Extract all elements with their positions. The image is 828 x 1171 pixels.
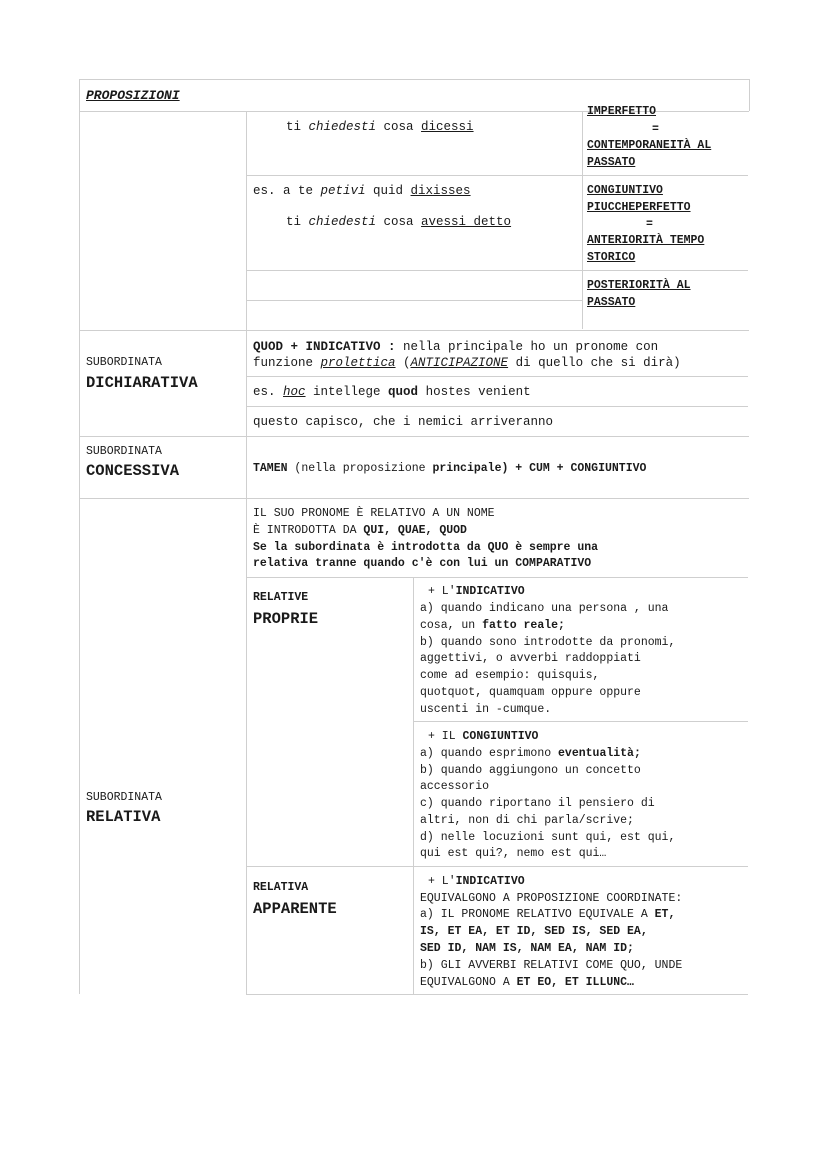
grid-line: [79, 79, 749, 80]
list-item: quotquot, quamquam oppure oppure: [420, 686, 641, 699]
tense-piuccheperfetto: PIUCCHEPERFETTO: [587, 201, 691, 214]
tempi-row-2-translation: ti chiedesti cosa avessi detto: [286, 215, 512, 229]
list-item: EQUIVALGONO A ET EO, ET ILLUNC…: [420, 976, 634, 989]
list-item: altri, non di chi parla/scrive;: [420, 814, 634, 827]
list-item: d) nelle locuzioni sunt qui, est qui,: [420, 831, 676, 844]
grid-line: [246, 577, 748, 578]
relativa-label: RELATIVA: [86, 808, 161, 826]
proprie-label: PROPRIE: [253, 610, 319, 628]
list-item: b) GLI AVVERBI RELATIVI COME QUO, UNDE: [420, 959, 683, 972]
equals-sign: =: [646, 218, 653, 231]
list-item: c) quando riportano il pensiero di: [420, 797, 655, 810]
grid-line: [582, 111, 583, 329]
tense-meaning: POSTERIORITÀ AL: [587, 279, 691, 292]
grid-line: [246, 300, 582, 301]
grid-line: [246, 270, 748, 271]
list-item: a) quando indicano una persona , una: [420, 602, 669, 615]
list-item: a) IL PRONOME RELATIVO EQUIVALE A ET,: [420, 908, 676, 921]
list-item: EQUIVALGONO A PROPOSIZIONE COORDINATE:: [420, 892, 683, 905]
grid-line: [246, 175, 748, 176]
grid-line: [246, 376, 748, 377]
concessiva-label-small: SUBORDINATA: [86, 445, 162, 458]
proprie-indicativo-head: + L'INDICATIVO: [428, 585, 525, 598]
list-item: come ad esempio: quisquis,: [420, 669, 600, 682]
tense-congiuntivo: CONGIUNTIVO: [587, 184, 663, 197]
tense-meaning: ANTERIORITÀ TEMPO: [587, 234, 705, 247]
list-item: b) quando aggiungono un concetto: [420, 764, 641, 777]
apparente-label: APPARENTE: [253, 900, 337, 918]
apparente-head: + L'INDICATIVO: [428, 875, 525, 888]
tense-imperfetto: IMPERFETTO: [587, 105, 657, 118]
list-item: b) quando sono introdotte da pronomi,: [420, 636, 676, 649]
grid-line: [246, 406, 748, 407]
grid-line: [79, 498, 749, 499]
dichiarativa-translation: questo capisco, che i nemici arriveranno: [253, 415, 554, 429]
concessiva-rule: TAMEN (nella proposizione principale) + CUM + CONGIUNTIVO: [253, 462, 647, 475]
equals-sign: =: [652, 123, 659, 136]
tense-meaning: CONTEMPORANEITÀ AL: [587, 139, 712, 152]
relativa-intro-1: IL SUO PRONOME È RELATIVO A UN NOME: [253, 507, 495, 520]
relativa-intro-3: Se la subordinata è introdotta da QUO è sempre una: [253, 541, 599, 554]
apparente-label-small: RELATIVA: [253, 881, 309, 894]
list-item: SED ID, NAM IS, NAM EA, NAM ID;: [420, 942, 634, 955]
grid-line: [79, 79, 80, 994]
grid-line: [79, 330, 749, 331]
relativa-intro-2: È INTRODOTTA DA QUI, QUAE, QUOD: [253, 524, 467, 537]
dichiarativa-label-small: SUBORDINATA: [86, 356, 162, 369]
proprie-label-small: RELATIVE: [253, 591, 309, 604]
dichiarativa-rule-line2: funzione prolettica (ANTICIPAZIONE di quello che si dirà): [253, 356, 681, 370]
list-item: a) quando esprimono eventualità;: [420, 747, 641, 760]
dichiarativa-rule: QUOD + INDICATIVO : nella principale ho un pronome con: [253, 340, 659, 354]
list-item: accessorio: [420, 780, 490, 793]
tense-meaning: PASSATO: [587, 156, 636, 169]
list-item: qui est qui?, nemo est qui…: [420, 847, 607, 860]
tempi-right-clip: [583, 105, 748, 120]
dichiarativa-label: DICHIARATIVA: [86, 374, 198, 392]
list-item: cosa, un fatto reale;: [420, 619, 565, 632]
grid-line: [246, 111, 247, 994]
concessiva-label: CONCESSIVA: [86, 462, 180, 480]
grid-line: [749, 79, 750, 111]
list-item: IS, ET EA, ET ID, SED IS, SED EA,: [420, 925, 648, 938]
page-title: PROPOSIZIONI: [86, 88, 180, 103]
relativa-intro-4: relativa tranne quando c'è con lui un COMPARATIVO: [253, 557, 592, 570]
relativa-label-small: SUBORDINATA: [86, 791, 162, 804]
grid-line: [413, 721, 748, 722]
tempi-row-2: es. a te petivi quid dixisses: [253, 184, 471, 198]
tempi-row-1: ti chiedesti cosa dicessi: [286, 120, 474, 134]
dichiarativa-example: es. hoc intellege quod hostes venient: [253, 385, 531, 399]
proprie-congiuntivo-head: + IL CONGIUNTIVO: [428, 730, 539, 743]
tense-meaning: PASSATO: [587, 296, 636, 309]
grid-line: [413, 577, 414, 994]
grid-line: [246, 866, 748, 867]
grid-line: [79, 436, 749, 437]
grid-line: [246, 994, 748, 995]
tense-meaning: STORICO: [587, 251, 636, 264]
list-item: uscenti in -cumque.: [420, 703, 552, 716]
list-item: aggettivi, o avverbi raddoppiati: [420, 652, 641, 665]
